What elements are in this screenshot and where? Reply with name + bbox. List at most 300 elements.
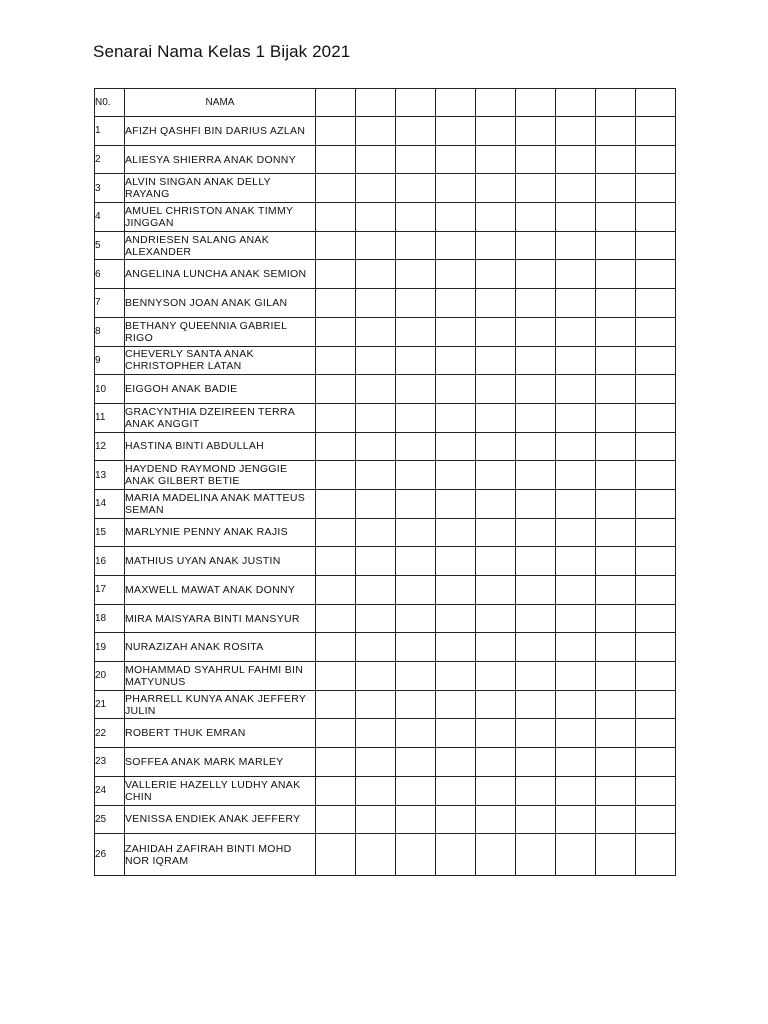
blank-cell (556, 776, 596, 805)
blank-cell (356, 403, 396, 432)
blank-cell (516, 776, 556, 805)
blank-cell (636, 633, 676, 662)
row-number: 8 (95, 317, 125, 346)
blank-cell (636, 518, 676, 547)
blank-cell (396, 145, 436, 174)
blank-cell (596, 633, 636, 662)
blank-cell (596, 346, 636, 375)
blank-cell (396, 260, 436, 289)
row-number: 3 (95, 174, 125, 203)
blank-cell (436, 461, 476, 490)
blank-cell (516, 231, 556, 260)
student-name: BENNYSON JOAN ANAK GILAN (125, 289, 316, 318)
table-row (95, 547, 676, 576)
blank-cell (516, 375, 556, 404)
blank-cell (556, 662, 596, 691)
blank-cell (356, 145, 396, 174)
blank-cell (556, 547, 596, 576)
blank-cell (556, 518, 596, 547)
blank-cell (396, 518, 436, 547)
blank-cell (516, 633, 556, 662)
student-name: VALLERIE HAZELLY LUDHY ANAK CHIN (125, 776, 316, 805)
table-row (95, 432, 676, 461)
row-number: 22 (95, 719, 125, 748)
blank-cell (556, 805, 596, 834)
blank-cell (636, 461, 676, 490)
table-row (95, 834, 676, 876)
blank-cell (396, 489, 436, 518)
blank-cell (516, 145, 556, 174)
blank-cell (636, 145, 676, 174)
blank-cell (476, 576, 516, 605)
blank-cell (316, 805, 356, 834)
blank-cell (516, 432, 556, 461)
blank-cell (476, 834, 516, 876)
blank-cell (396, 432, 436, 461)
student-name: SOFFEA ANAK MARK MARLEY (125, 748, 316, 777)
blank-cell (556, 117, 596, 146)
blank-cell (316, 346, 356, 375)
blank-cell (556, 174, 596, 203)
blank-cell (516, 805, 556, 834)
student-name: GRACYNTHIA DZEIREEN TERRA ANAK ANGGIT (125, 403, 316, 432)
blank-cell (516, 174, 556, 203)
blank-cell (396, 375, 436, 404)
blank-cell (396, 346, 436, 375)
blank-cell (396, 834, 436, 876)
row-number: 17 (95, 576, 125, 605)
blank-cell (356, 719, 396, 748)
row-number: 9 (95, 346, 125, 375)
student-name: ZAHIDAH ZAFIRAH BINTI MOHD NOR IQRAM (125, 834, 316, 876)
blank-cell (516, 117, 556, 146)
blank-cell (396, 547, 436, 576)
blank-cell (516, 719, 556, 748)
blank-cell (436, 317, 476, 346)
blank-cell (436, 117, 476, 146)
header-blank-cell (476, 89, 516, 117)
student-name: AFIZH QASHFI BIN DARIUS AZLAN (125, 117, 316, 146)
blank-cell (476, 403, 516, 432)
blank-cell (396, 776, 436, 805)
blank-cell (476, 231, 516, 260)
blank-cell (316, 547, 356, 576)
row-number: 20 (95, 662, 125, 691)
blank-cell (476, 145, 516, 174)
blank-cell (636, 690, 676, 719)
blank-cell (356, 805, 396, 834)
blank-cell (316, 174, 356, 203)
blank-cell (476, 662, 516, 691)
row-number: 7 (95, 289, 125, 318)
blank-cell (596, 776, 636, 805)
blank-cell (476, 547, 516, 576)
blank-cell (356, 432, 396, 461)
student-name: MIRA MAISYARA BINTI MANSYUR (125, 604, 316, 633)
blank-cell (316, 117, 356, 146)
blank-cell (636, 117, 676, 146)
blank-cell (476, 690, 516, 719)
blank-cell (476, 260, 516, 289)
blank-cell (436, 576, 476, 605)
row-number: 26 (95, 834, 125, 876)
student-name: NURAZIZAH ANAK ROSITA (125, 633, 316, 662)
blank-cell (356, 461, 396, 490)
student-name: MARLYNIE PENNY ANAK RAJIS (125, 518, 316, 547)
blank-cell (356, 547, 396, 576)
student-name: PHARRELL KUNYA ANAK JEFFERY JULIN (125, 690, 316, 719)
blank-cell (396, 461, 436, 490)
blank-cell (436, 805, 476, 834)
table-row (95, 289, 676, 318)
blank-cell (596, 432, 636, 461)
row-number: 4 (95, 203, 125, 232)
student-name: ANDRIESEN SALANG ANAK ALEXANDER (125, 231, 316, 260)
blank-cell (516, 690, 556, 719)
blank-cell (596, 748, 636, 777)
blank-cell (436, 719, 476, 748)
blank-cell (316, 576, 356, 605)
table-row (95, 260, 676, 289)
blank-cell (556, 576, 596, 605)
blank-cell (556, 145, 596, 174)
table-row (95, 690, 676, 719)
blank-cell (556, 231, 596, 260)
blank-cell (636, 805, 676, 834)
blank-cell (516, 518, 556, 547)
blank-cell (356, 117, 396, 146)
student-name: HAYDEND RAYMOND JENGGIE ANAK GILBERT BETIE (125, 461, 316, 490)
student-name: ALVIN SINGAN ANAK DELLY RAYANG (125, 174, 316, 203)
student-name: MOHAMMAD SYAHRUL FAHMI BIN MATYUNUS (125, 662, 316, 691)
blank-cell (396, 805, 436, 834)
blank-cell (636, 403, 676, 432)
table-row (95, 662, 676, 691)
table-row (95, 117, 676, 146)
student-name: ALIESYA SHIERRA ANAK DONNY (125, 145, 316, 174)
blank-cell (516, 748, 556, 777)
row-number: 2 (95, 145, 125, 174)
blank-cell (556, 317, 596, 346)
blank-cell (636, 203, 676, 232)
blank-cell (436, 518, 476, 547)
table-row (95, 174, 676, 203)
blank-cell (316, 489, 356, 518)
blank-cell (396, 719, 436, 748)
row-number: 23 (95, 748, 125, 777)
blank-cell (556, 690, 596, 719)
blank-cell (516, 203, 556, 232)
blank-cell (596, 805, 636, 834)
table-row (95, 518, 676, 547)
blank-cell (516, 576, 556, 605)
blank-cell (356, 489, 396, 518)
blank-cell (356, 346, 396, 375)
blank-cell (396, 203, 436, 232)
blank-cell (636, 547, 676, 576)
row-number: 25 (95, 805, 125, 834)
blank-cell (516, 662, 556, 691)
table-row (95, 489, 676, 518)
blank-cell (596, 145, 636, 174)
row-number: 12 (95, 432, 125, 461)
blank-cell (436, 690, 476, 719)
blank-cell (556, 633, 596, 662)
blank-cell (636, 748, 676, 777)
blank-cell (356, 604, 396, 633)
blank-cell (476, 518, 516, 547)
blank-cell (476, 748, 516, 777)
blank-cell (316, 461, 356, 490)
row-number: 18 (95, 604, 125, 633)
blank-cell (636, 776, 676, 805)
blank-cell (476, 805, 516, 834)
blank-cell (356, 260, 396, 289)
blank-cell (356, 662, 396, 691)
blank-cell (476, 346, 516, 375)
blank-cell (596, 690, 636, 719)
student-name: BETHANY QUEENNIA GABRIEL RIGO (125, 317, 316, 346)
blank-cell (516, 403, 556, 432)
blank-cell (436, 489, 476, 518)
blank-cell (436, 662, 476, 691)
blank-cell (636, 489, 676, 518)
row-number: 24 (95, 776, 125, 805)
blank-cell (396, 662, 436, 691)
blank-cell (316, 604, 356, 633)
header-blank-cell (556, 89, 596, 117)
blank-cell (636, 174, 676, 203)
blank-cell (316, 776, 356, 805)
table-row (95, 403, 676, 432)
blank-cell (596, 317, 636, 346)
blank-cell (516, 489, 556, 518)
header-blank-cell (356, 89, 396, 117)
blank-cell (556, 289, 596, 318)
blank-cell (636, 662, 676, 691)
blank-cell (636, 604, 676, 633)
blank-cell (556, 461, 596, 490)
blank-cell (436, 289, 476, 318)
blank-cell (556, 489, 596, 518)
table-row (95, 375, 676, 404)
blank-cell (476, 719, 516, 748)
table-row (95, 604, 676, 633)
blank-cell (356, 576, 396, 605)
blank-cell (396, 604, 436, 633)
blank-cell (556, 432, 596, 461)
blank-cell (596, 203, 636, 232)
class-roster-table (94, 88, 676, 876)
table-body (95, 117, 676, 876)
blank-cell (316, 719, 356, 748)
row-number: 15 (95, 518, 125, 547)
row-number: 10 (95, 375, 125, 404)
blank-cell (476, 461, 516, 490)
blank-cell (316, 432, 356, 461)
blank-cell (516, 834, 556, 876)
blank-cell (316, 260, 356, 289)
blank-cell (356, 174, 396, 203)
blank-cell (636, 432, 676, 461)
blank-cell (436, 203, 476, 232)
blank-cell (396, 576, 436, 605)
blank-cell (596, 518, 636, 547)
blank-cell (356, 289, 396, 318)
blank-cell (316, 690, 356, 719)
row-number: 5 (95, 231, 125, 260)
blank-cell (636, 375, 676, 404)
blank-cell (636, 346, 676, 375)
blank-cell (316, 518, 356, 547)
blank-cell (476, 289, 516, 318)
blank-cell (316, 375, 356, 404)
header-blank-cell (396, 89, 436, 117)
blank-cell (396, 174, 436, 203)
table-row (95, 203, 676, 232)
table-row (95, 776, 676, 805)
blank-cell (556, 604, 596, 633)
table-row (95, 633, 676, 662)
blank-cell (316, 203, 356, 232)
blank-cell (356, 633, 396, 662)
blank-cell (396, 317, 436, 346)
blank-cell (516, 346, 556, 375)
blank-cell (596, 117, 636, 146)
table-row (95, 346, 676, 375)
blank-cell (516, 461, 556, 490)
blank-cell (316, 834, 356, 876)
blank-cell (356, 690, 396, 719)
blank-cell (476, 203, 516, 232)
blank-cell (436, 776, 476, 805)
blank-cell (556, 748, 596, 777)
header-no: N0. (95, 89, 125, 117)
row-number: 19 (95, 633, 125, 662)
blank-cell (636, 576, 676, 605)
blank-cell (356, 518, 396, 547)
blank-cell (596, 547, 636, 576)
blank-cell (596, 576, 636, 605)
table-row (95, 231, 676, 260)
blank-cell (476, 489, 516, 518)
blank-cell (316, 633, 356, 662)
header-blank-cell (596, 89, 636, 117)
blank-cell (636, 719, 676, 748)
blank-cell (476, 604, 516, 633)
blank-cell (356, 317, 396, 346)
blank-cell (636, 231, 676, 260)
blank-cell (356, 375, 396, 404)
blank-cell (436, 145, 476, 174)
blank-cell (316, 145, 356, 174)
blank-cell (596, 403, 636, 432)
row-number: 1 (95, 117, 125, 146)
blank-cell (436, 174, 476, 203)
blank-cell (396, 633, 436, 662)
student-name: AMUEL CHRISTON ANAK TIMMY JINGGAN (125, 203, 316, 232)
table-row (95, 461, 676, 490)
blank-cell (636, 834, 676, 876)
blank-cell (596, 260, 636, 289)
blank-cell (516, 289, 556, 318)
table-row (95, 145, 676, 174)
blank-cell (516, 547, 556, 576)
blank-cell (596, 662, 636, 691)
header-blank-cell (636, 89, 676, 117)
blank-cell (596, 719, 636, 748)
blank-cell (516, 604, 556, 633)
header-blank-cell (316, 89, 356, 117)
student-name: MATHIUS UYAN ANAK JUSTIN (125, 547, 316, 576)
blank-cell (476, 174, 516, 203)
blank-cell (436, 346, 476, 375)
blank-cell (436, 834, 476, 876)
blank-cell (596, 489, 636, 518)
blank-cell (356, 834, 396, 876)
blank-cell (476, 317, 516, 346)
blank-cell (596, 289, 636, 318)
blank-cell (596, 461, 636, 490)
blank-cell (476, 776, 516, 805)
blank-cell (556, 834, 596, 876)
student-name: ANGELINA LUNCHA ANAK SEMION (125, 260, 316, 289)
blank-cell (316, 662, 356, 691)
table-header-row (95, 89, 676, 117)
blank-cell (316, 317, 356, 346)
blank-cell (356, 203, 396, 232)
blank-cell (476, 432, 516, 461)
blank-cell (436, 547, 476, 576)
blank-cell (356, 776, 396, 805)
blank-cell (596, 231, 636, 260)
blank-cell (636, 317, 676, 346)
student-name: CHEVERLY SANTA ANAK CHRISTOPHER LATAN (125, 346, 316, 375)
document-title: Senarai Nama Kelas 1 Bijak 2021 (93, 42, 351, 61)
table-row (95, 719, 676, 748)
table-row (95, 317, 676, 346)
blank-cell (556, 719, 596, 748)
student-name: ROBERT THUK EMRAN (125, 719, 316, 748)
blank-cell (316, 748, 356, 777)
student-name: MAXWELL MAWAT ANAK DONNY (125, 576, 316, 605)
blank-cell (556, 403, 596, 432)
blank-cell (476, 117, 516, 146)
blank-cell (436, 260, 476, 289)
header-nama: NAMA (125, 89, 316, 117)
row-number: 6 (95, 260, 125, 289)
row-number: 11 (95, 403, 125, 432)
blank-cell (316, 231, 356, 260)
blank-cell (556, 346, 596, 375)
blank-cell (436, 604, 476, 633)
header-blank-cell (516, 89, 556, 117)
blank-cell (396, 690, 436, 719)
blank-cell (476, 375, 516, 404)
blank-cell (516, 260, 556, 289)
blank-cell (396, 117, 436, 146)
blank-cell (356, 231, 396, 260)
header-blank-cell (436, 89, 476, 117)
blank-cell (476, 633, 516, 662)
blank-cell (596, 174, 636, 203)
row-number: 21 (95, 690, 125, 719)
blank-cell (356, 748, 396, 777)
blank-cell (396, 748, 436, 777)
student-name: EIGGOH ANAK BADIE (125, 375, 316, 404)
blank-cell (596, 604, 636, 633)
table-row (95, 576, 676, 605)
